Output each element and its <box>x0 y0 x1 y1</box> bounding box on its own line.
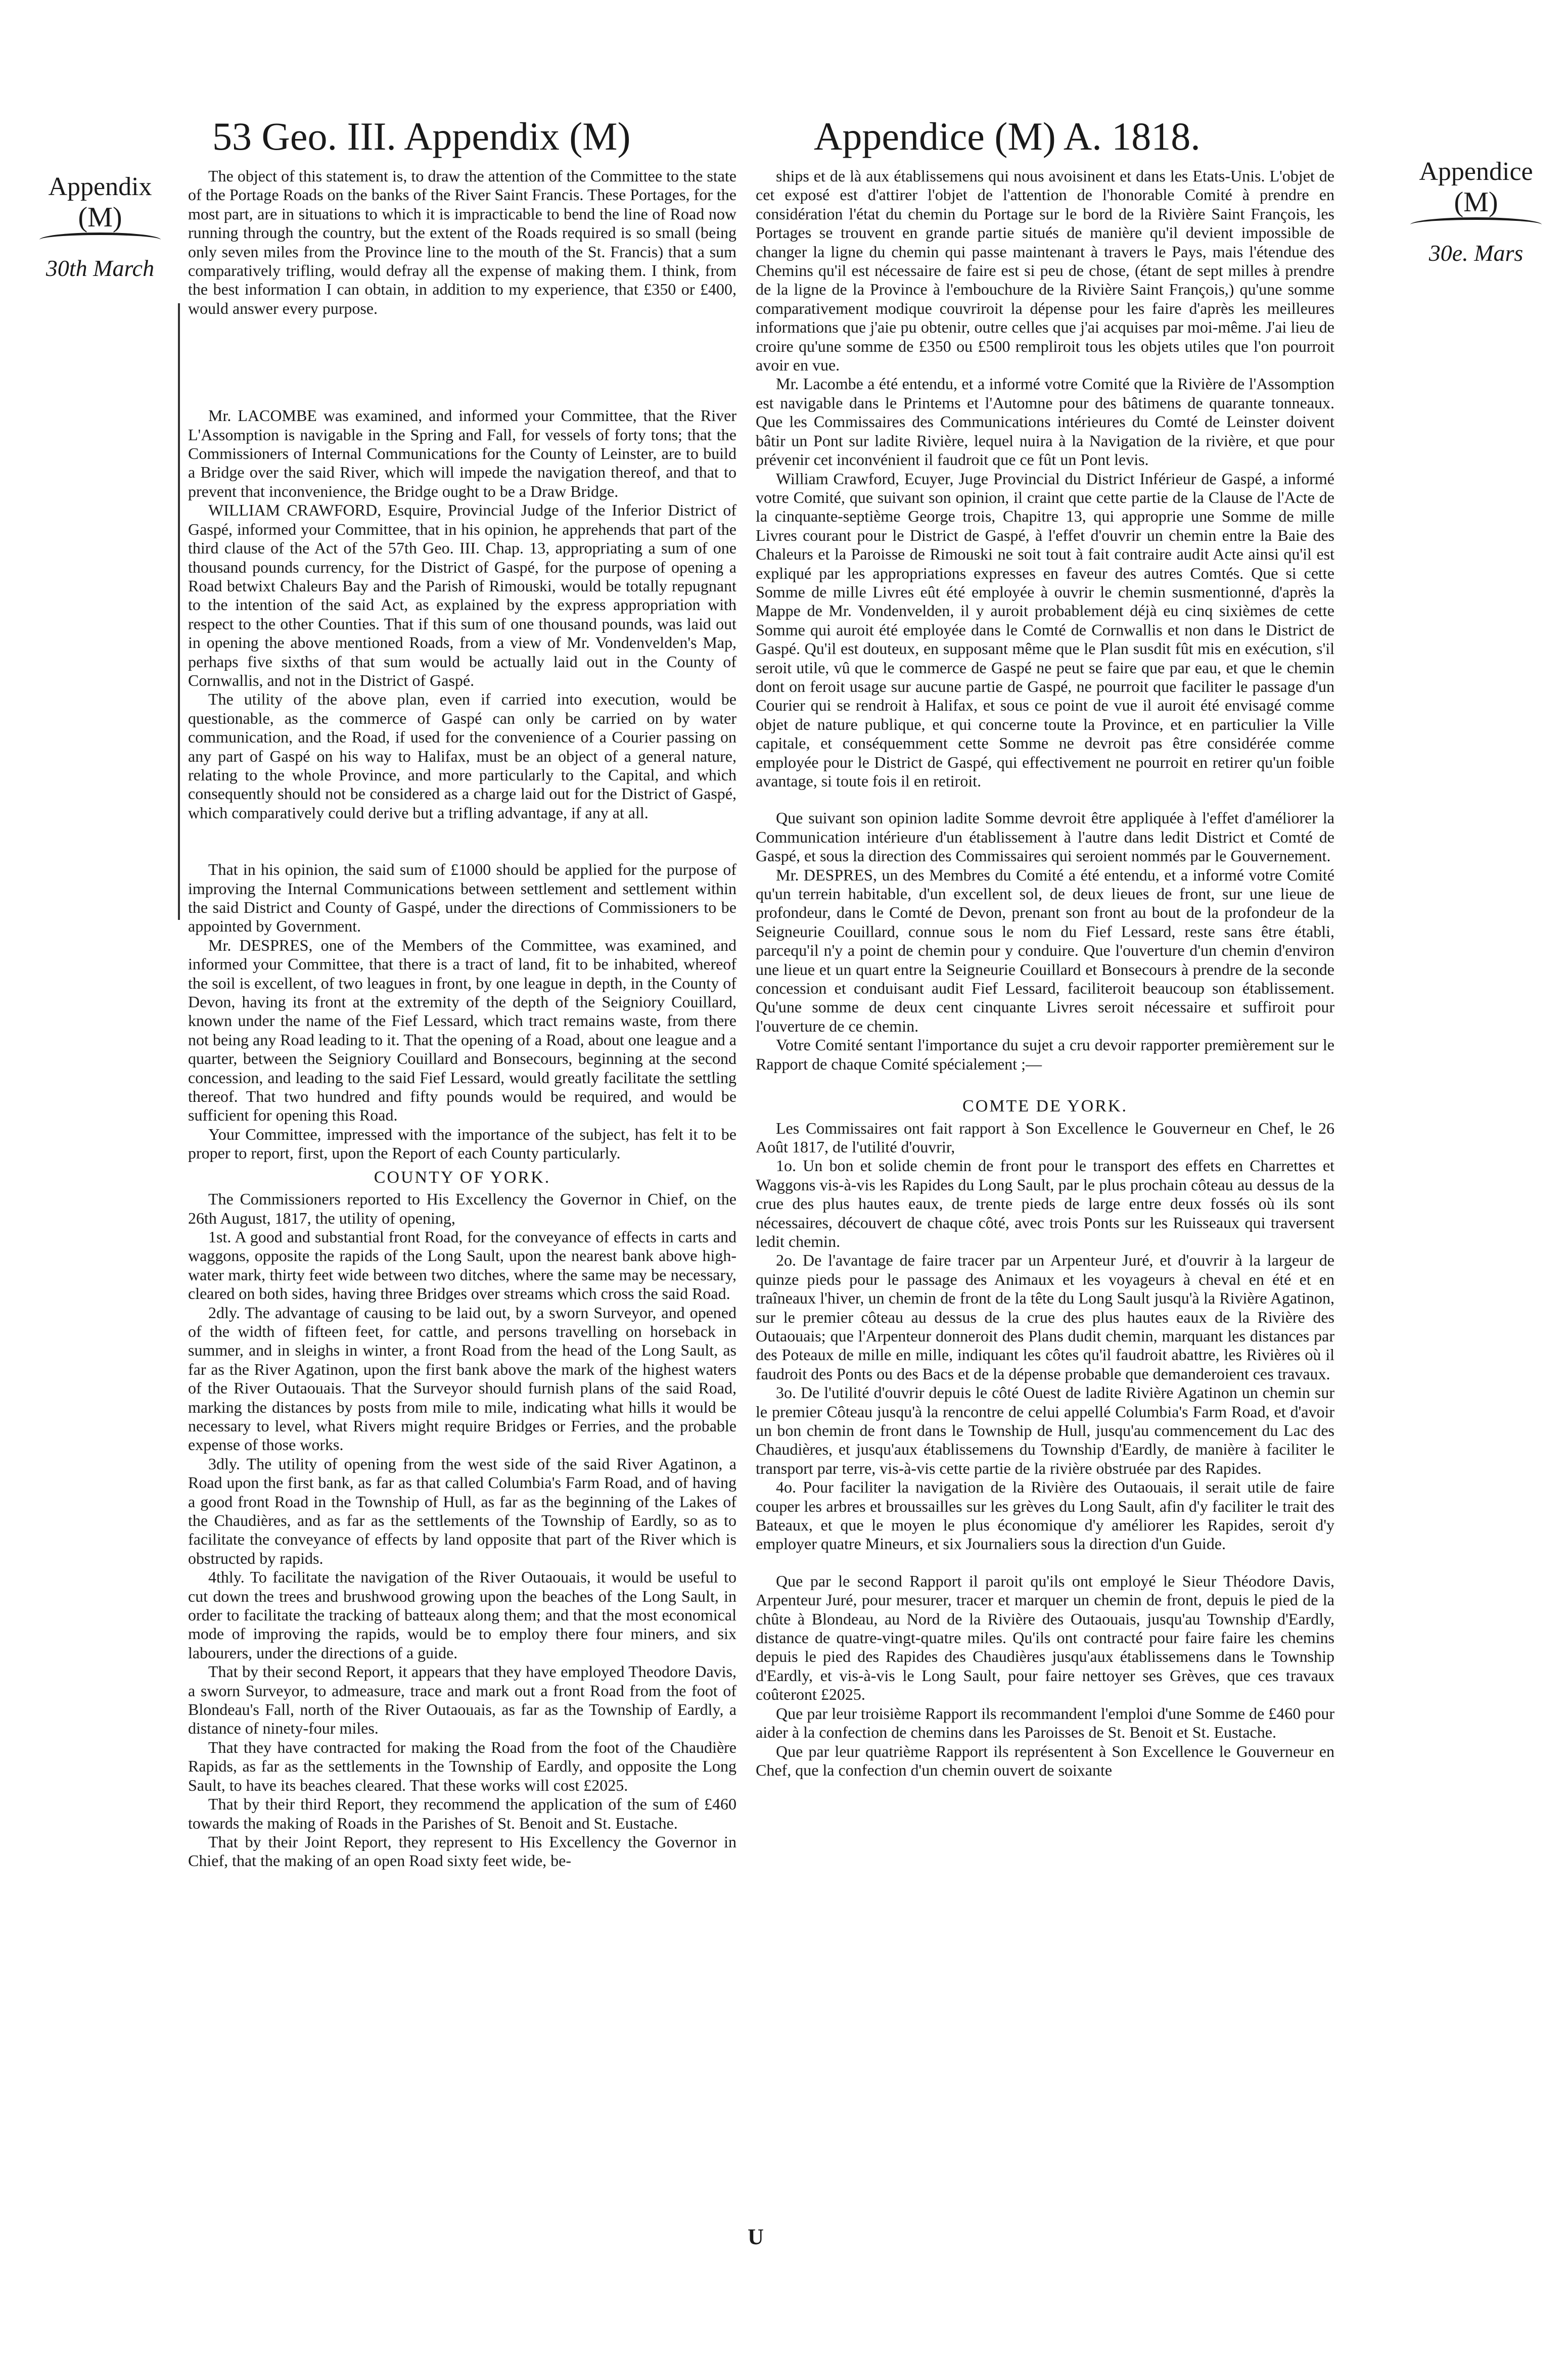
paragraph: Que par leur troisième Rapport ils recommandent l'emploi d'une Somme de £460 pour aider à la confection de chemins dans les Paroisses de St. Benoit et St. Eustache. <box>756 1704 1334 1742</box>
paragraph: Your Committee, impressed with the importance of the subject, has felt it to be proper to report, first, upon the Report of each County particularly. <box>188 1125 736 1163</box>
brace-mark <box>39 233 161 247</box>
paragraph: WILLIAM CRAWFORD, Esquire, Provincial Judge of the Inferior District of Gaspé, informed your Committee, that in his opinion, he apprehends that part of the third clause of the Act of the 57th Geo. III. Chap. 13, appropriating a sum of one thousand pounds currency, for the District of Gaspé, for the purpose of opening a Road betwixt Chaleurs Bay and the Parish of Rimouski, would be totally repugnant to the intention of the said Act, as explained by the express appropriation with respect to the other Counties. That if this sum of one thousand pounds, was laid out in opening the above mentioned Roads, from a view of Mr. Vondenvelden's Map, perhaps five sixths of that sum would be actually laid out in the County of Cornwallis, and not in the District of Gaspé. <box>188 501 736 689</box>
paragraph: 1st. A good and substantial front Road, for the conveyance of effects in carts and waggons, opposite the rapids of the Long Sault, upon the nearest bank above high-water mark, thirty feet wide between two ditches, where the same may be necessary, cleared on both sides, having three Bridges over streams which cross the said Road. <box>188 1227 736 1303</box>
paragraph: That in his opinion, the said sum of £1000 should be applied for the purpose of improving the Internal Communications between settlement and settlement within the said District and County of Gaspé, under the directions of Commissioners to be appointed by Government. <box>188 860 736 936</box>
paragraph: 2dly. The advantage of causing to be laid out, by a sworn Surveyor, and opened of the width of fifteen feet, for cattle, and persons travelling on horseback in summer, and in sleighs in winter, a front Road from the head of the Long Sault, as far as the River Agatinon, upon the first bank above the mark of the highest waters of the River Outaouais. That the Surveyor should furnish plans of the said Road, marking the distances by posts from mile to mile, indicating what hills it would be necessary to level, what Rivers might require Bridges or Ferries, and the probable expense of those works. <box>188 1303 736 1454</box>
paragraph: ships et de là aux établissemens qui nous avoisinent et dans les Etats-Unis. L'objet de cet exposé est d'attirer l'objet de l'attention de l'honorable Comité à prendre en considération l'état du chemin du Portage sur le bord de la Rivière Saint François, les Portages se trouvent en grande partie situés de manière qu'il devient impossible de changer la ligne du chemin qui passe maintenant à travers le Pays, mais l'étendue des Chemins qu'il est nécessaire de faire est si peu de chose, (étant de sept milles à prendre de la ligne de la Province à l'embouchure de la Rivière Saint François,) qu'une somme comparativement modique couvriroit la dépense pour les faire d'après les meilleures informations que j'aie pu obtenir, outre celles que j'ai acquises par moi-même. J'ai lieu de croire qu'une somme de £350 ou £500 rempliroit tous les objets utiles que l'on pourroit avoir en vue. <box>756 167 1334 375</box>
paragraph: Que par le second Rapport il paroit qu'ils ont employé le Sieur Théodore Davis, Arpenteur Juré, pour mesurer, tracer et marquer un chemin de front, depuis le pied de la chûte à Blondeau, au Nord de la Rivière des Outaouais, jusqu'au Township d'Eardly, distance de quatre-vingt-quatre miles. Qu'ils ont contracté pour faire faire les chemins depuis le pied des Rapides des Chaudières jusqu'aux établissemens dans le Township d'Eardly, et vis-à-vis le Long Sault, pour faire nettoyer ses Grèves, que ces travaux coûteront £2025. <box>756 1571 1334 1704</box>
running-header-french: Appendice (M) A. 1818. <box>814 114 1201 158</box>
paragraph: Les Commissaires ont fait rapport à Son Excellence le Gouverneur en Chef, le 26 Août 1817, de l'utilité d'ouvrir, <box>756 1119 1334 1156</box>
paragraph: 2o. De l'avantage de faire tracer par un Arpenteur Juré, et d'ouvrir à la largeur de quinze pieds pour le passage des Animaux et les voyageurs à cheval en été et en traîneaux l'hiver, un chemin de front de la tête du Long Sault jusqu'à la Rivière Agatinon, sur le premier côteau au dessus de la crue des plus hautes eaux de la Rivière des Outaouais; que l'Arpenteur donneroit des Plans dudit chemin, marquant les distances par des Poteaux de mille en mille, indiquant les côtes qu'il faudroit abattre, les Rivières où il faudroit des Ponts ou des Bacs et de la dépense probable que demanderoient ces travaux. <box>756 1251 1334 1383</box>
paragraph: Que suivant son opinion ladite Somme devroit être appliquée à l'effet d'améliorer la Communication intérieure d'un établissement à l'autre dans ledit District et Comté de Gaspé, et sous la direction des Commissaires qui seroient nommés par le Gouvernement. <box>756 809 1334 865</box>
paragraph: 3dly. The utility of opening from the west side of the said River Agatinon, a Road upon the first bank, as far as that called Columbia's Farm Road, and of having a good front Road in the Township of Hull, as far as the beginning of the Lakes of the Chaudières, and as far as the settlements of the Township of Eardly, so as to facilitate the conveyance of effects by land opposite that part of the River which is obstructed by rapids. <box>188 1454 736 1567</box>
paragraph: Mr. DESPRES, un des Membres du Comité a été entendu, et a informé votre Comité qu'un terrein habitable, d'un excellent sol, de deux lieues de front, sur une lieue de profondeur, dans le Comté de Devon, prenant son front au bout de la profondeur de la Seigneurie Couillard, connue sous le nom du Fief Lessard, reste sans être établi, parcequ'il n'y a point de chemin pour y conduire. Que l'ouverture d'un chemin d'environ une lieue et un quart entre la Seigneurie Couillard et Bonsecours à prendre de la seconde concession et conduisant audit Fief Lessard, faciliteroit beaucoup son établissement. Qu'une somme de deux cent cinquante Livres seroit nécessaire et suffiroit pour l'ouverture de ce chemin. <box>756 865 1334 1035</box>
margin-letter: (M) <box>78 202 122 233</box>
margin-note-english <box>24 172 176 284</box>
margin-rule <box>178 303 180 920</box>
paragraph: That by their Joint Report, they represent to His Excellency the Governor in Chief, that the making of an open Road sixty feet wide, be- <box>188 1832 736 1870</box>
paragraph: Mr. LACOMBE was examined, and informed your Committee, that the River L'Assomption is navigable in the Spring and Fall, for vessels of forty tons; that the Commissioners of Internal Communications for the County of Leinster, are to build a Bridge over the said River, which will impede the navigation thereof, and that to prevent that inconvenience, the Bridge ought to be a Draw Bridge. <box>188 406 736 500</box>
paragraph: That by their second Report, it appears that they have employed Theodore Davis, a sworn Surveyor, to admeasure, trace and mark out a front Road from the foot of Blondeau's Fall, north of the River Outaouais, as far as the Township of Eardly, a distance of ninety-four miles. <box>188 1662 736 1738</box>
section-heading: COUNTY OF YORK. <box>374 1168 551 1187</box>
french-column <box>756 167 1334 1780</box>
paragraph: Mr. Lacombe a été entendu, et a informé votre Comité que la Rivière de l'Assomption est navigable dans le Printems et l'Automne pour des bâtimens de quarante tonneaux. Que les Commissaires des Communications intérieures du Comté de Leinster doivent bâtir un Pont sur ladite Rivière, lequel nuira à la Navigation de la rivière, et que pour prévenir cet inconvénient il faudroit que ce fût un Pont levis. <box>756 375 1334 469</box>
margin-letter: (M) <box>1454 187 1498 218</box>
paragraph: Votre Comité sentant l'importance du sujet a cru devoir rapporter premièrement sur le Rapport de chaque Comité spécialement ;— <box>756 1036 1334 1073</box>
paragraph: William Crawford, Ecuyer, Juge Provincial du District Inférieur de Gaspé, a informé votre Comité, que suivant son opinion, il craint que cette partie de la Clause de l'Acte de la cinquante-septième George trois, Chapitre 13, qui approprie une Somme de mille Livres courant pour le District de Gaspé, à l'effet d'ouvrir un chemin entre la Baie des Chaleurs et la Paroisse de Rimouski ne soit tout à fait contraire audit Acte ainsi qu'il est expliqué par les appropriations expresses en faveur des autres Comtés. Que si cette Somme de mille Livres eût été employée à ouvrir le chemin susmentionné, d'après la Mappe de Mr. Vondenvelden, il y auroit probablement déjà eu cinq sixièmes de cette Somme qui auroit été employée dans le Comté de Cornwallis et non dans le District de Gaspé. Qu'il est douteux, en supposant même que le Plan susdit fût mis en exécution, s'il seroit utile, vû que le commerce de Gaspé ne peut se faire que par eau, et que le chemin dont on feroit usage sur aucune partie de Gaspé, ne pourroit que faciliter le passage d'un Courier qui se rendroit à Halifax, et sous ce point de vue il auroit été envisagé comme objet de nature publique, et qui concerne toute la Province, et en particulier la Ville capitale, et conséquemment cette Somme ne devroit pas être considérée comme employée pour le District de Gaspé, qui effectivement ne pourroit en retirer qu'un foible avantage, si toute fois il en retiroit. <box>756 469 1334 790</box>
paragraph: 3o. De l'utilité d'ouvrir depuis le côté Ouest de ladite Rivière Agatinon un chemin sur le premier Côteau jusqu'à la rencontre de celui appellé Columbia's Farm Road, et d'avoir un bon chemin de front dans le Township de Hull, jusqu'au commencement du Lac des Chaudières, et jusqu'aux établissemens du Township d'Eardly, de manière à faciliter le transport par terre, vis-à-vis cette partie de la rivière obstruée par des Rapides. <box>756 1383 1334 1477</box>
paragraph: 4o. Pour faciliter la navigation de la Rivière des Outaouais, il serait utile de faire couper les arbres et broussailles sur les grèves du Long Sault, afin d'y faciliter le trait des Bateaux, et que le moyen le plus économique d'y améliorer les Rapides, seroit d'y employer quatre Mineurs, et six Journaliers sous la direction d'un Guide. <box>756 1478 1334 1553</box>
margin-title: Appendix <box>48 172 152 201</box>
paragraph: The Commissioners reported to His Excellency the Governor in Chief, on the 26th August, 1817, the utility of opening, <box>188 1190 736 1227</box>
section-heading: COMTE DE YORK. <box>962 1097 1128 1116</box>
margin-title: Appendice <box>1419 157 1533 186</box>
signature-mark: U <box>748 2224 764 2249</box>
paragraph: That by their third Report, they recommend the application of the sum of £460 towards the making of Roads in the Parishes of St. Benoit and St. Eustache. <box>188 1795 736 1832</box>
paragraph: Que par leur quatrième Rapport ils représentent à Son Excellence le Gouverneur en Chef, que la confection d'un chemin ouvert de soixante <box>756 1742 1334 1779</box>
paragraph: Mr. DESPRES, one of the Members of the Committee, was examined, and informed your Committee, that there is a tract of land, fit to be inhabited, whereof the soil is excellent, of two leagues in front, by one league in depth, in the County of Devon, having its front at the extremity of the depth of the Seigniory Couillard, known under the name of the Fief Lessard, which tract remains waste, from there not being any Road leading to it. That the opening of a Road, about one league and a quarter, between the Seigniory Couillard and Bonsecours, beginning at the second concession, and leading to the said Fief Lessard, would greatly facilitate the settling thereof. That two hundred and fifty pounds would be required, and would be sufficient for opening this Road. <box>188 936 736 1125</box>
paragraph: The utility of the above plan, even if carried into execution, would be questionable, as the commerce of Gaspé can only be carried on by water communication, and the Road, if used for the convenience of a Courier passing on any part of Gaspé on his way to Halifax, must be an object of a general nature, relating to the whole Province, and more particularly to the Capital, and which consequently should not be considered as a charge laid out for the District of Gaspé, which comparatively could derive but a trifling advantage, if any at all. <box>188 690 736 822</box>
margin-note-french <box>1395 157 1557 268</box>
margin-date: 30e. Mars <box>1428 240 1524 266</box>
margin-date: 30th March <box>45 255 155 281</box>
paragraph: That they have contracted for making the Road from the foot of the Chaudière Rapids, as far as the settlements in the Township of Eardly, and opposite the Long Sault, to have its beaches cleared. That these works will cost £2025. <box>188 1738 736 1794</box>
paragraph: 4thly. To facilitate the navigation of the River Outaouais, it would be useful to cut down the trees and brushwood growing upon the beaches of the Long Sault, in order to facilitate the tracking of batteaux along them; and that the most economical mode of improving the rapids, would be to employ there four miners, and six labourers, under the directions of a guide. <box>188 1568 736 1662</box>
english-column <box>188 167 736 1871</box>
brace-mark <box>1410 217 1542 232</box>
paragraph: 1o. Un bon et solide chemin de front pour le transport des effets en Charrettes et Waggons vis-à-vis les Rapides du Long Sault, par le plus prochain côteau au dessus de la crue des plus hautes eaux, de trente pieds de large entre deux fossés où ils sont nécessaires, découvert de chaque côté, avec trois Ponts sur les Ruisseaux qui traversent ledit chemin. <box>756 1156 1334 1250</box>
running-header-english: 53 Geo. III. Appendix (M) <box>212 114 631 158</box>
paragraph: The object of this statement is, to draw the attention of the Committee to the state of the Portage Roads on the banks of the River Saint Francis. These Portages, for the most part, are in situations to which it is impracticable to bend the line of Road now running through the country, but the extent of the Roads required is so small (being only seven miles from the Province line to the mouth of the St. Francis) that a sum comparatively trifling, would defray all the expense of making them. I think, from the best information I can obtain, in addition to my experience, that £350 or £400, would answer every purpose. <box>188 167 736 317</box>
